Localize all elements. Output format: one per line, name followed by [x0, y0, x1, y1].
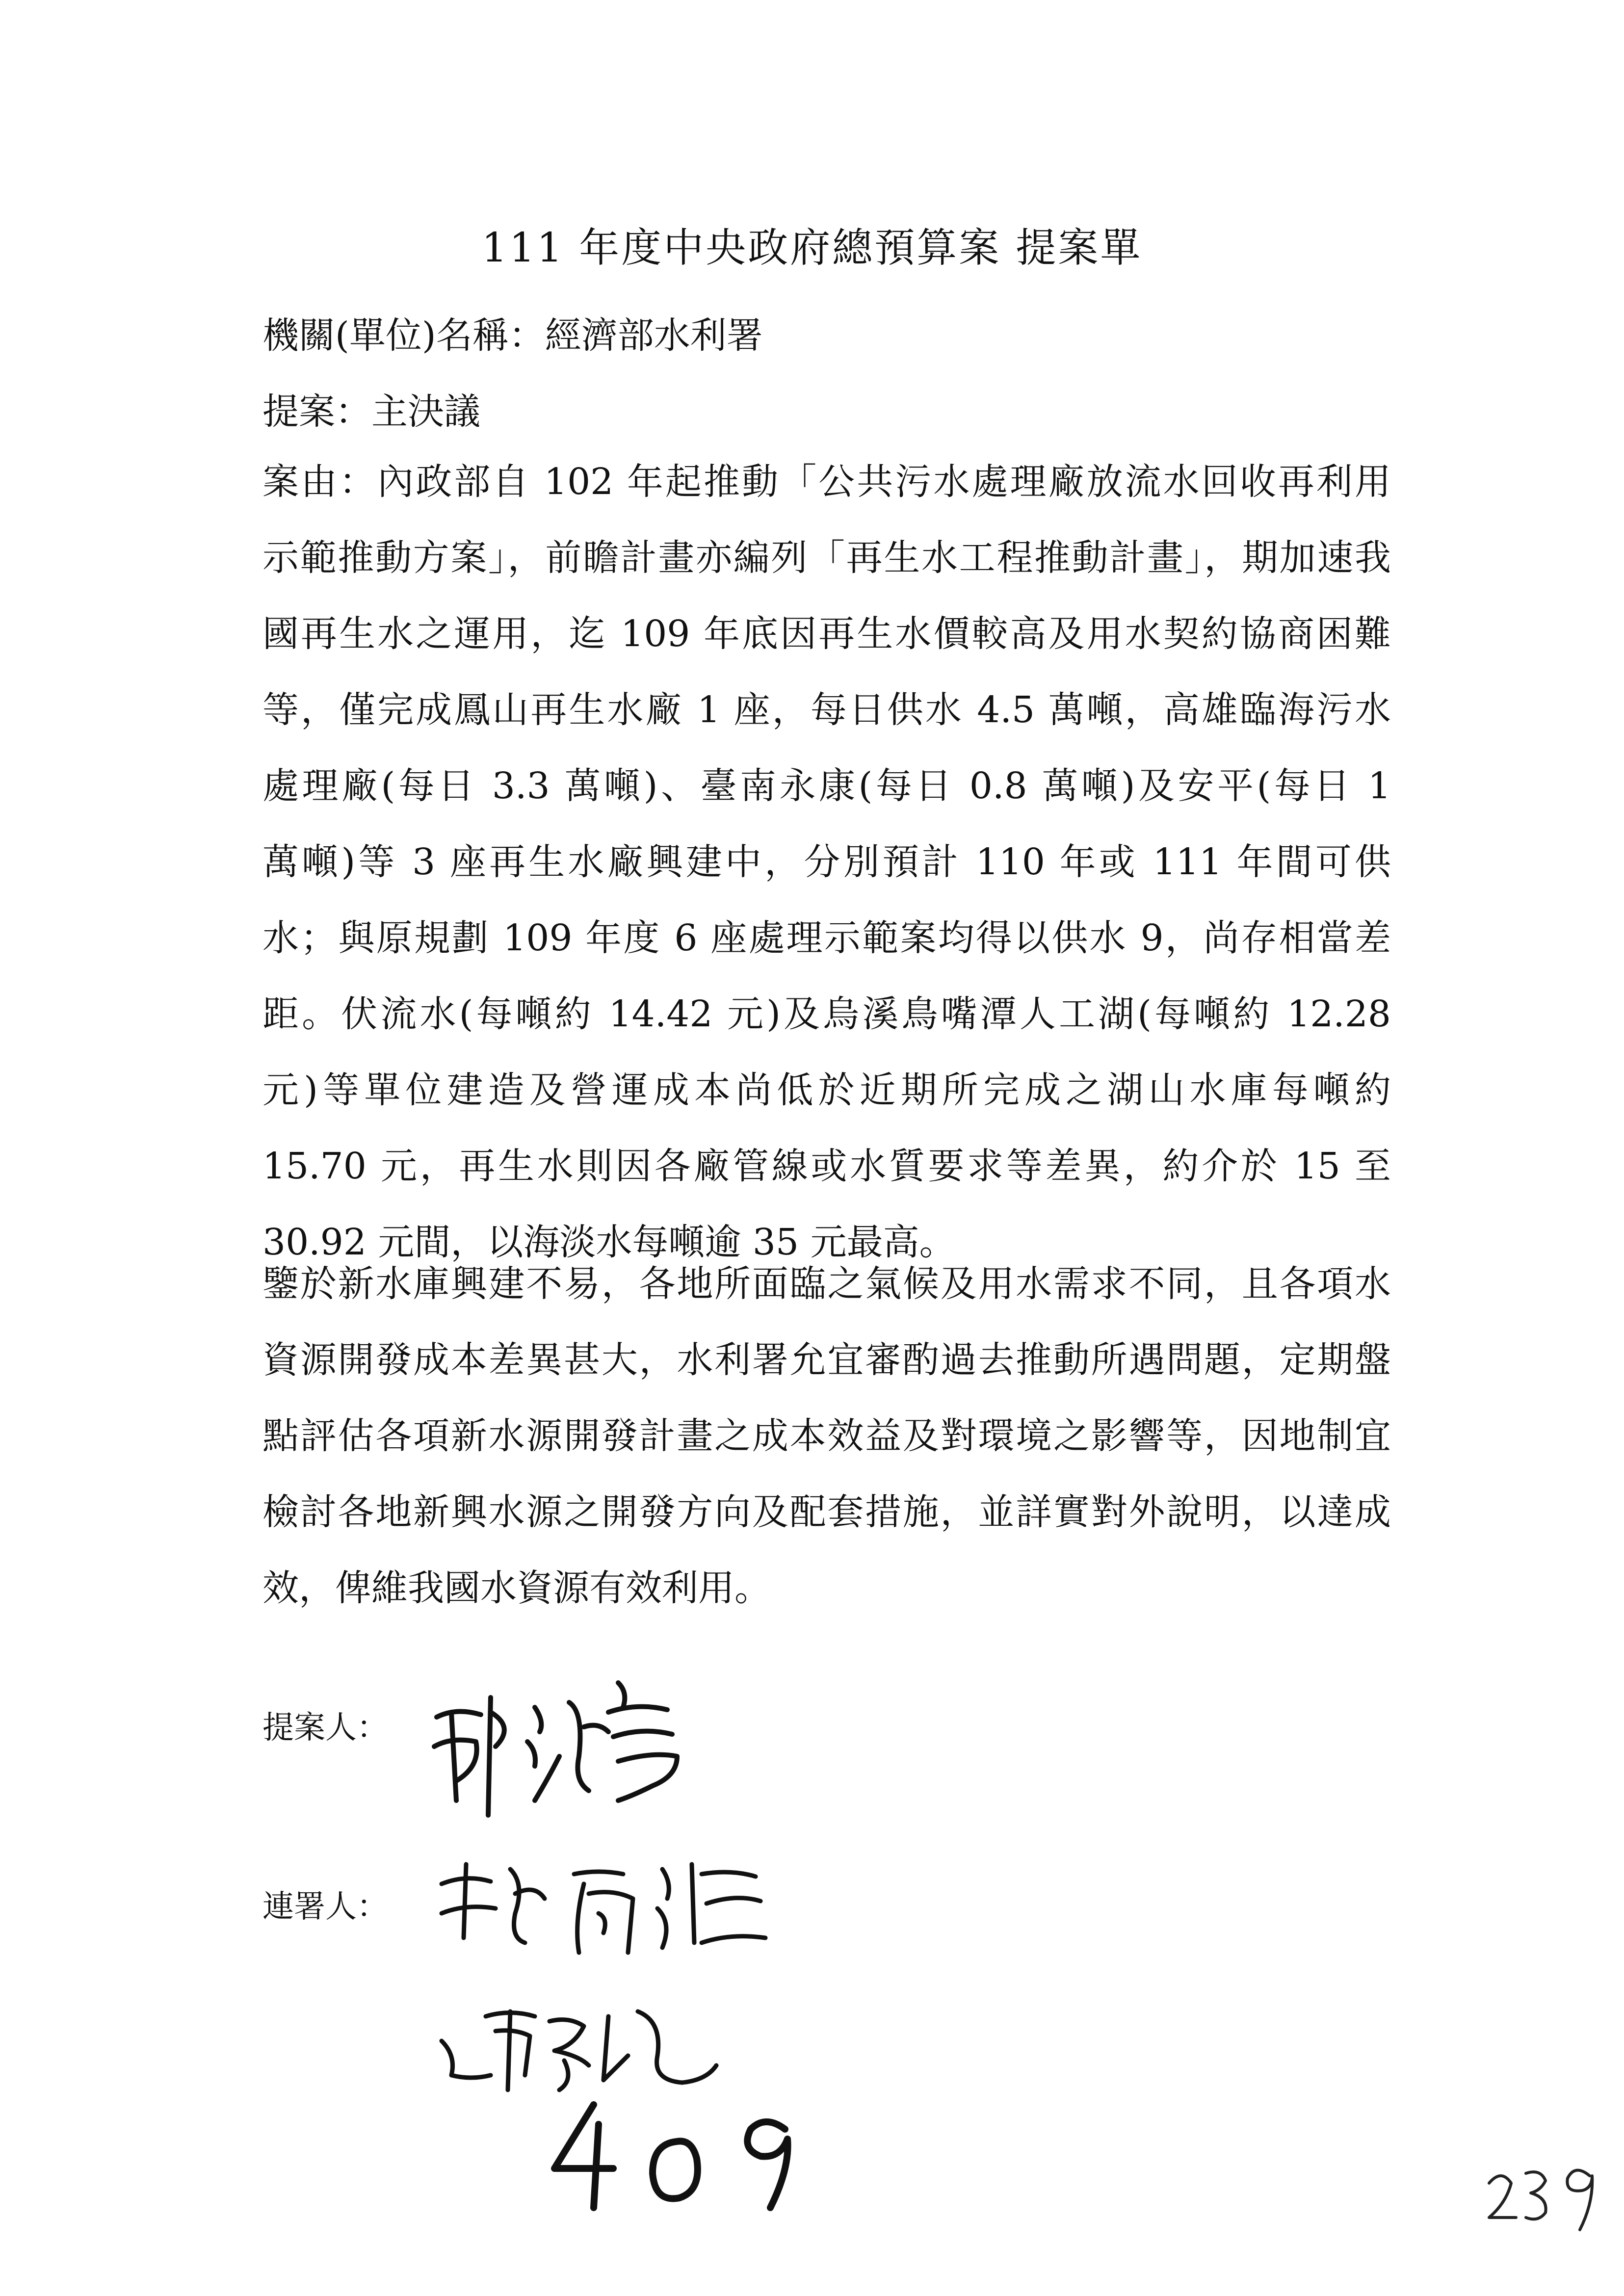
recommendation-line: 資源開發成本差異甚大，水利署允宜審酌過去推動所遇問題，定期盤: [262, 1339, 1391, 1381]
recommendation-paragraph: [262, 1246, 1391, 1626]
page-number-handwritten: [1482, 2149, 1609, 2237]
recommendation-line: 點評估各項新水源開發計畫之成本效益及對環境之影響等，因地制宜: [262, 1415, 1391, 1457]
document-title: 111 年度中央政府總預算案 提案單: [481, 225, 1143, 271]
recommendation-line: 效，俾維我國水資源有效利用。: [262, 1567, 771, 1609]
proposer-label: 提案人：: [262, 1710, 388, 1746]
cosigner-signature-1: [427, 1840, 780, 1967]
recommendation-line: 鑒於新水庫興建不易，各地所面臨之氣候及用水需求不同，且各項水: [262, 1263, 1391, 1305]
proposer-signature: [422, 1653, 697, 1840]
reason-line: 萬噸)等 3 座再生水廠興建中，分別預計 110 年或 111 年間可供: [262, 841, 1391, 883]
agency-line: 機關(單位)名稱：經濟部水利署: [262, 314, 763, 357]
reason-line: 示範推動方案」，前瞻計畫亦編列「再生水工程推動計畫」，期加速我: [262, 537, 1391, 579]
reason-line: 水；與原規劃 109 年度 6 座處理示範案均得以供水 9，尚存相當差: [262, 917, 1391, 959]
proposal-type-line: 提案：主決議: [262, 391, 480, 433]
stamp-number-handwritten: [540, 2095, 814, 2213]
recommendation-line: 檢討各地新興水源之開發方向及配套措施，並詳實對外說明，以達成: [262, 1491, 1391, 1533]
reason-line: 案由：內政部自 102 年起推動「公共污水處理廠放流水回收再利用: [262, 461, 1391, 503]
reason-line: 元)等單位建造及營運成本尚低於近期所完成之湖山水庫每噸約: [262, 1069, 1391, 1111]
reason-line: 國再生水之運用，迄 109 年底因再生水價較高及用水契約協商困難: [262, 613, 1391, 655]
reason-line: 處理廠(每日 3.3 萬噸)、臺南永康(每日 0.8 萬噸)及安平(每日 1: [262, 765, 1391, 807]
reason-line: 15.70 元，再生水則因各廠管線或水質要求等差異，約介於 15 至: [262, 1145, 1391, 1187]
cosigner-label: 連署人：: [262, 1889, 388, 1925]
cosigner-signature-2: [427, 1982, 731, 2100]
reason-line: 等，僅完成鳳山再生水廠 1 座，每日供水 4.5 萬噸，高雄臨海污水: [262, 689, 1391, 731]
reason-line: 距。伏流水(每噸約 14.42 元)及烏溪鳥嘴潭人工湖(每噸約 12.28: [262, 993, 1391, 1035]
reason-line: 30.92 元間，以海淡水每噸逾 35 元最高。: [262, 1221, 956, 1263]
reason-paragraph: [262, 444, 1391, 1280]
